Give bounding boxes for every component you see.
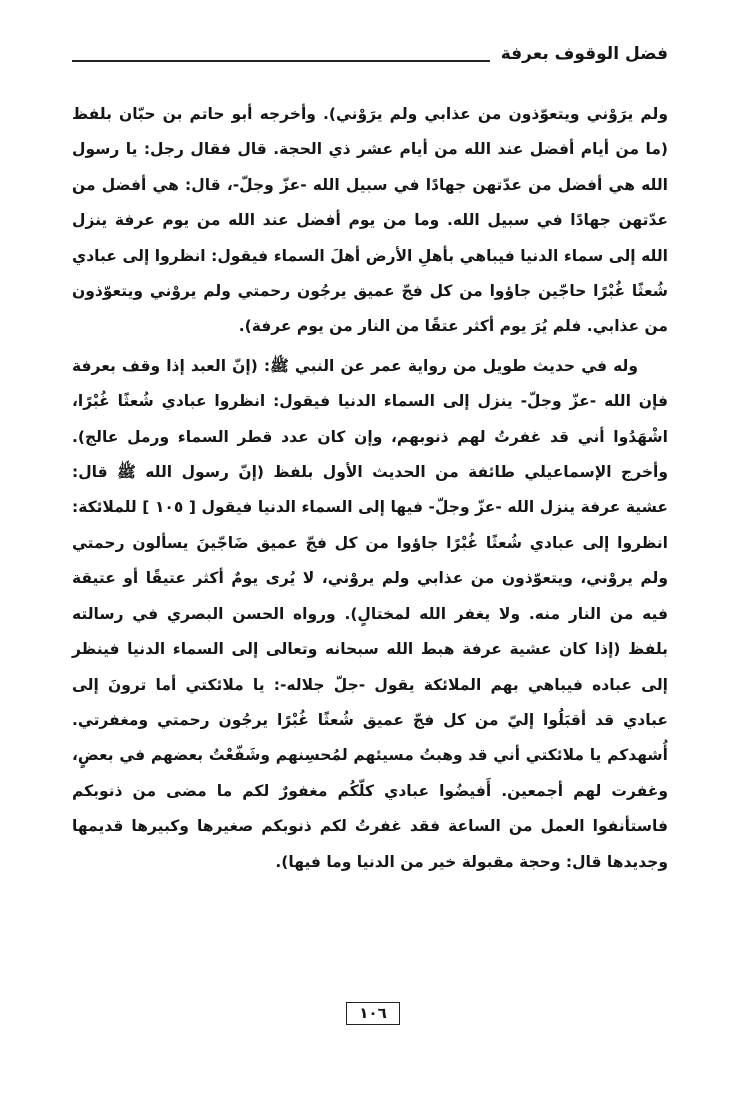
paragraph: وله في حديث طويل من رواية عمر عن النبي ﷺ: (إنّ العبد إذا وقف بعرفة فإن الله -عزّ وجلّ- ينزل إلى السماء الدنيا فيقول: انظروا عبادي شُعثًا غُبْرًا، اشْهَدُوا أني قد غفرتُ لهم ذنوبهم، وإن كان عدد قطر السماء ورمل عالج). وأخرج الإسماعيلي طائفة من الحديث الأول بلفظ (إنّ رسول الله ﷺ قال: عشية عرفة ينزل الله -عزّ وجلّ- فيها إلى السماء الدنيا فيقول [ ١٠٥ ] للملائكة: انظروا إلى عبادي شُعثًا غُبْرًا جاؤوا من كل فجّ عميق ضَاجّينَ يسألون رحمتي ولم يروْني، ويتعوّذون من عذابي ولم يروْني، لا يُرى يومٌ أكثر عتيقًا أو عتيقة فيه من النار منه. ولا يغفر الله لمختالٍ). ورواه الحسن البصري في رسالته بلفظ (إذا كان عشية عرفة هبط الله سبحانه وتعالى إلى السماء الدنيا فينظر إلى عباده فيباهي بهم الملائكة يقول -جلّ جلاله-: يا ملائكتي أما ترونَ إلى عبادي قد أقبَلُوا إليّ من كل فجّ عميق شُعثًا غُبْرًا يرجُون رحمتي ومغفرتي. أُشهدكم يا ملائكتي أني قد وهبتُ مسيئهم لمُحسِنهم وشَفّعْتُ بعضهم في بعضٍ، وغفرت لهم أجمعين. أَفيضُوا عبادي كلّكُم مغفورٌ لكم ما مضى من ذنوبكم فاستأنفوا العمل من الساعة فقد غفرتُ لكم ذنوبكم صغيرها وكبيرها قديمها وجديدها قال: وحجة مقبولة خير من الدنيا وما فيها). bbox=[72, 356, 668, 871]
page-footer bbox=[0, 1002, 746, 1025]
paragraph: ولم يرَوْني ويتعوّذون من عذابي ولم يرَوْني). وأخرجه أبو حاتم بن حبّان بلفظ (ما من أيام أفضل عند الله من أيام عشر ذي الحجة. قال فقال رجل: يا رسول الله هي أفضل من عدّتهن جهادًا في سبيل الله -عزّ وجلّ-، قال: هي أفضل من عدّتهن جهادًا في سبيل الله. وما من يوم أفضل عند الله من يوم عرفة ينزل الله إلى سماء الدنيا فيباهي بأهلِ الأرض أهلَ السماء فيقول: انظروا إلى عبادي شُعثًا غُبْرًا حاجّين جاؤوا من كل فجّ عميق يرجُون رحمتي ولم يروْني ويتعوّذون من عذابي. فلم يُرَ يوم أكثر عتقًا من النار من يوم عرفة). bbox=[72, 105, 668, 336]
body-text bbox=[72, 97, 668, 880]
header-rule bbox=[72, 60, 490, 62]
running-header bbox=[72, 44, 668, 74]
page-number: ١٠٦ bbox=[346, 1002, 399, 1025]
running-header-title: فضل الوقوف بعرفة bbox=[500, 44, 668, 64]
